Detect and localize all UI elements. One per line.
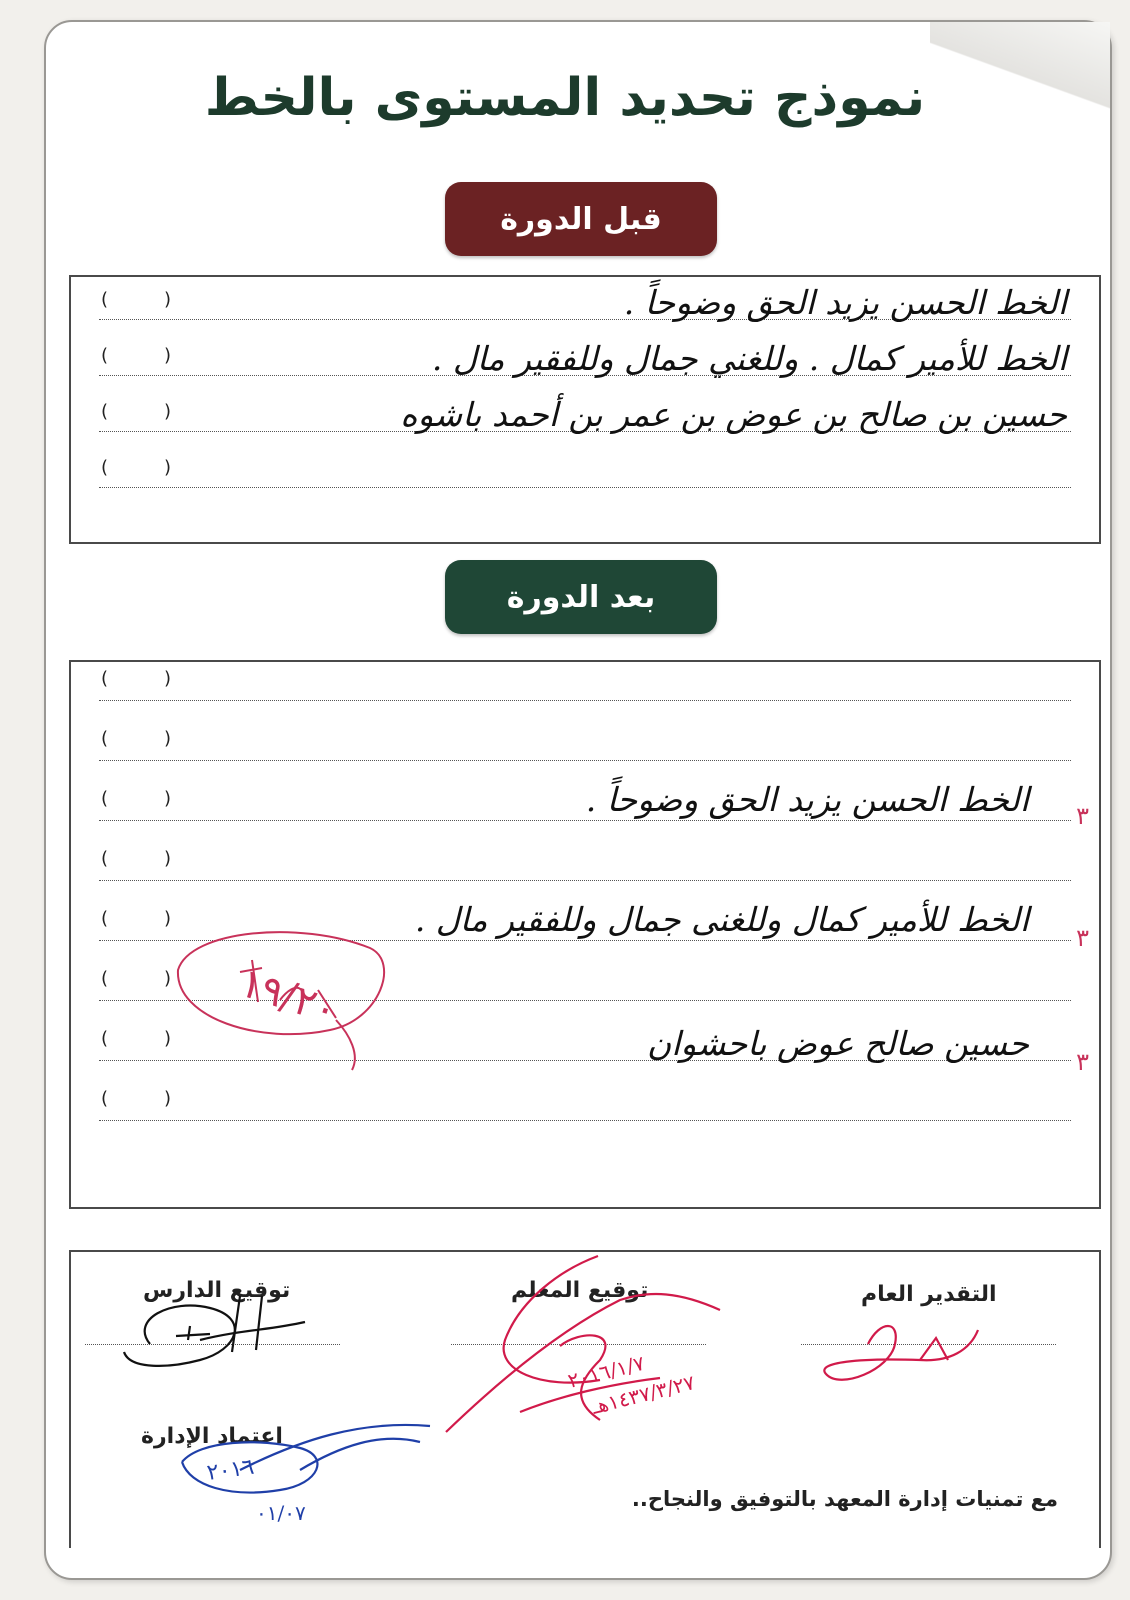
handwritten-line: الخط الحسن يزيد الحق وضوحاً . (585, 780, 1029, 819)
score-bracket: ( ) (101, 457, 171, 478)
score-bracket: ( ) (101, 1088, 171, 1109)
teacher-date: ٢٠١٦/١/٧ (565, 1350, 647, 1393)
admin-year: ٢٠١٦ (205, 1454, 256, 1486)
handwritten-line: حسين بن صالح بن عوض بن عمر بن أحمد باشوه (400, 395, 1067, 434)
handwritten-line: حسين صالح عوض باحشوان (647, 1024, 1029, 1063)
before-course-label: قبل الدورة (500, 201, 662, 237)
overall-grade-label: التقدير العام (861, 1282, 997, 1307)
score-bracket: ( ) (101, 289, 171, 310)
line-score-mark: ٣ (1076, 802, 1089, 830)
admin-approval-label: اعتماد الإدارة (141, 1424, 283, 1449)
form-title: نموذج تحديد المستوى بالخط (204, 68, 926, 128)
overall-grade-signature (824, 1326, 978, 1380)
handwritten-line: الخط الحسن يزيد الحق وضوحاً . (623, 283, 1067, 322)
line-score-mark: ٣ (1076, 1048, 1089, 1076)
grade-mark: ١٩/٢٠ (234, 959, 344, 1035)
student-signature-label: توقيع الدارس (143, 1278, 291, 1303)
closing-message: مع تمنيات إدارة المعهد بالتوفيق والنجاح.. (631, 1487, 1058, 1511)
handwritten-line: الخط للأمير كمال . وللغني جمال وللفقير مال . (431, 339, 1067, 378)
score-bracket: ( ) (101, 345, 171, 366)
grade-circle (178, 932, 384, 1070)
admin-date: ٠١/٠٧ (256, 1501, 306, 1525)
student-signature (124, 1296, 305, 1366)
teacher-signature (446, 1256, 720, 1432)
score-bracket: ( ) (101, 1028, 171, 1049)
score-bracket: ( ) (101, 908, 171, 929)
handwritten-line: الخط للأمير كمال وللغنى جمال وللفقير مال . (414, 900, 1029, 939)
after-course-label: بعد الدورة (506, 579, 656, 615)
score-bracket: ( ) (101, 668, 171, 689)
line-score-mark: ٣ (1076, 924, 1089, 952)
teacher-signature-label: توقيع المعلم (511, 1278, 649, 1303)
admin-signature (182, 1425, 430, 1525)
score-bracket: ( ) (101, 968, 171, 989)
score-bracket: ( ) (101, 728, 171, 749)
score-bracket: ( ) (101, 848, 171, 869)
teacher-hijri-date: ١٤٣٧/٣/٢٧هـ (589, 1370, 698, 1419)
score-bracket: ( ) (101, 788, 171, 809)
score-bracket: ( ) (101, 401, 171, 422)
